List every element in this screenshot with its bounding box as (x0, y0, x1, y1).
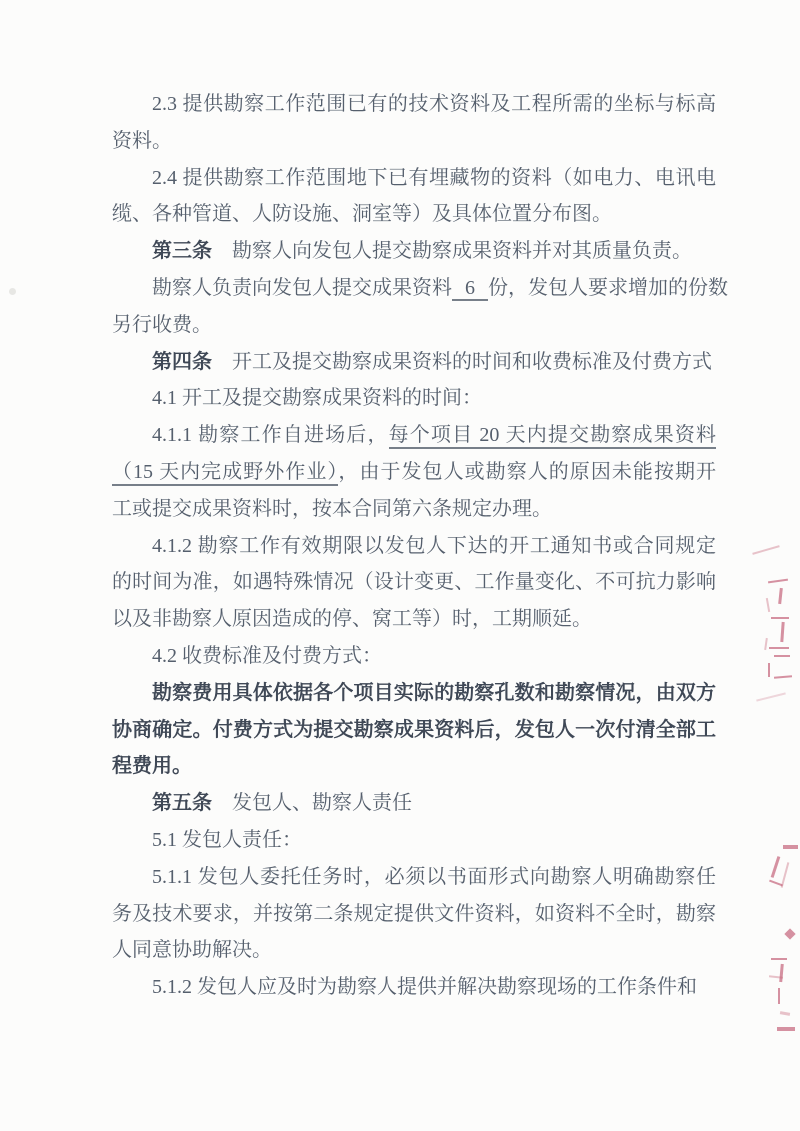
clause-5-1-1-line-1 (112, 859, 716, 896)
text-run: 勘察人负责向发包人提交成果资料 (152, 276, 452, 299)
text-run: 以及非勘察人原因造成的停、窝工等）时，工期顺延。 (112, 608, 592, 631)
clause-4-label: 第四条 (152, 350, 212, 373)
text-run: 勘察人向发包人提交勘察成果资料并对其质量负责。 (212, 240, 692, 263)
clause-4-1-1-line-1 (112, 417, 716, 454)
text-run: 人同意协助解决。 (112, 939, 272, 962)
clause-4-1-2-line-1 (112, 528, 716, 565)
clause-5-heading (112, 785, 716, 822)
clause-2-4-line-2 (112, 196, 716, 233)
stamp-fragment (780, 622, 784, 642)
text-run: 务及技术要求，并按第二条规定提供文件资料，如资料不全时，勘察 (112, 902, 716, 925)
text-run: 开工及提交勘察成果资料的时间和收费标准及付费方式 (212, 350, 712, 373)
text-run: 2.3 提供勘察工作范围已有的技术资料及工程所需的坐标与标高 (152, 93, 716, 115)
scan-speck (9, 288, 16, 295)
clause-5-1-2-line (112, 969, 716, 1006)
text-run: 4.1 开工及提交勘察成果资料的时间： (152, 387, 482, 410)
clause-4-1-line (112, 380, 716, 417)
stamp-fragment (783, 845, 798, 849)
clause-4-1-2-line-2 (112, 564, 716, 601)
clause-5-label: 第五条 (152, 792, 212, 815)
stamp-fragment (771, 958, 787, 960)
stamp-fragment (769, 975, 783, 978)
stamp-fragment (771, 617, 789, 619)
stamp-fragment (769, 647, 789, 649)
underlined-deadline-run: 每个项目 20 天内提交勘察成果资料 (389, 424, 716, 449)
stamp-fragment (777, 1027, 795, 1031)
text-run: 4.1.2 勘察工作有效期限以发包人下达的开工通知书或合同规定 (152, 534, 716, 557)
clause-3-body-line-2 (112, 307, 716, 344)
clause-3-heading (112, 233, 716, 270)
clause-4-2-fee-line-1 (112, 675, 716, 712)
clause-4-2-fee-line-3 (112, 748, 716, 785)
bold-text-run: 程费用。 (112, 755, 192, 778)
stamp-fragment (779, 964, 784, 982)
stamp-fragment (778, 988, 780, 1004)
stamp-fragment (771, 856, 781, 878)
clause-3-label: 第三条 (152, 240, 212, 263)
stamp-fragment (756, 692, 786, 701)
clause-5-1-1-line-2 (112, 896, 716, 933)
stamp-fragment (769, 880, 783, 887)
clause-4-2-fee-line-2 (112, 712, 716, 749)
text-run: 发包人、勘察人责任 (212, 792, 412, 815)
text-run: 5.1 发包人责任： (152, 828, 302, 851)
stamp-fragment (764, 638, 768, 650)
clause-5-1-line (112, 822, 716, 859)
clause-4-1-2-line-3 (112, 601, 716, 638)
stamp-fragment (784, 928, 795, 939)
text-run: 的时间为准，如遇特殊情况（设计变更、工作量变化、不可抗力影响 (112, 571, 716, 594)
stamp-fragment (768, 663, 770, 677)
text-run: 4.2 收费标准及付费方式： (152, 644, 382, 667)
text-run: ，由于发包人或勘察人的原因未能按期开 (338, 460, 717, 483)
text-run: 4.1.1 勘察工作自进场后， (152, 424, 389, 447)
stamp-fragment (766, 598, 770, 612)
blank-copies-count: 6 (452, 277, 488, 301)
stamp-fragment (768, 579, 788, 584)
clause-5-1-1-line-3 (112, 932, 716, 969)
clause-4-2-line (112, 638, 716, 675)
clause-2-4-line-1 (112, 160, 716, 197)
text-run: 资料。 (112, 129, 172, 152)
text-run: 另行收费。 (112, 313, 212, 336)
clause-2-3-line-1 (112, 86, 716, 123)
bold-text-run: 协商确定。付费方式为提交勘察成果资料后，发包人一次付清全部工 (112, 718, 716, 741)
bold-text-run: 勘察费用具体依据各个项目实际的勘察孔数和勘察情况，由双方 (152, 681, 716, 704)
stamp-fragment (780, 1011, 790, 1016)
stamp-fragment (778, 588, 783, 604)
underlined-deadline-run: （15 天内完成野外作业） (112, 461, 338, 486)
text-run: 缆、各种管道、人防设施、洞室等）及具体位置分布图。 (112, 203, 612, 226)
clause-3-body-line-1 (112, 270, 728, 307)
clause-4-1-1-line-3 (112, 491, 716, 528)
stamp-fragment (752, 545, 779, 555)
text-run: 2.4 提供勘察工作范围地下已有埋藏物的资料（如电力、电讯电 (152, 166, 716, 189)
text-run: 5.1.1 发包人委托任务时，必须以书面形式向勘察人明确勘察任 (152, 865, 716, 888)
stamp-fragment (774, 655, 790, 657)
contract-body-text (112, 86, 728, 1006)
clause-4-1-1-line-2 (112, 454, 716, 491)
text-run: 工或提交成果资料时，按本合同第六条规定办理。 (112, 497, 552, 520)
text-run: 5.1.2 发包人应及时为勘察人提供并解决勘察现场的工作条件和 (152, 976, 697, 999)
stamp-fragment (774, 675, 792, 679)
clause-4-heading (112, 344, 716, 381)
clause-2-3-line-2 (112, 123, 716, 160)
text-run: 份，发包人要求增加的份数 (488, 276, 728, 299)
